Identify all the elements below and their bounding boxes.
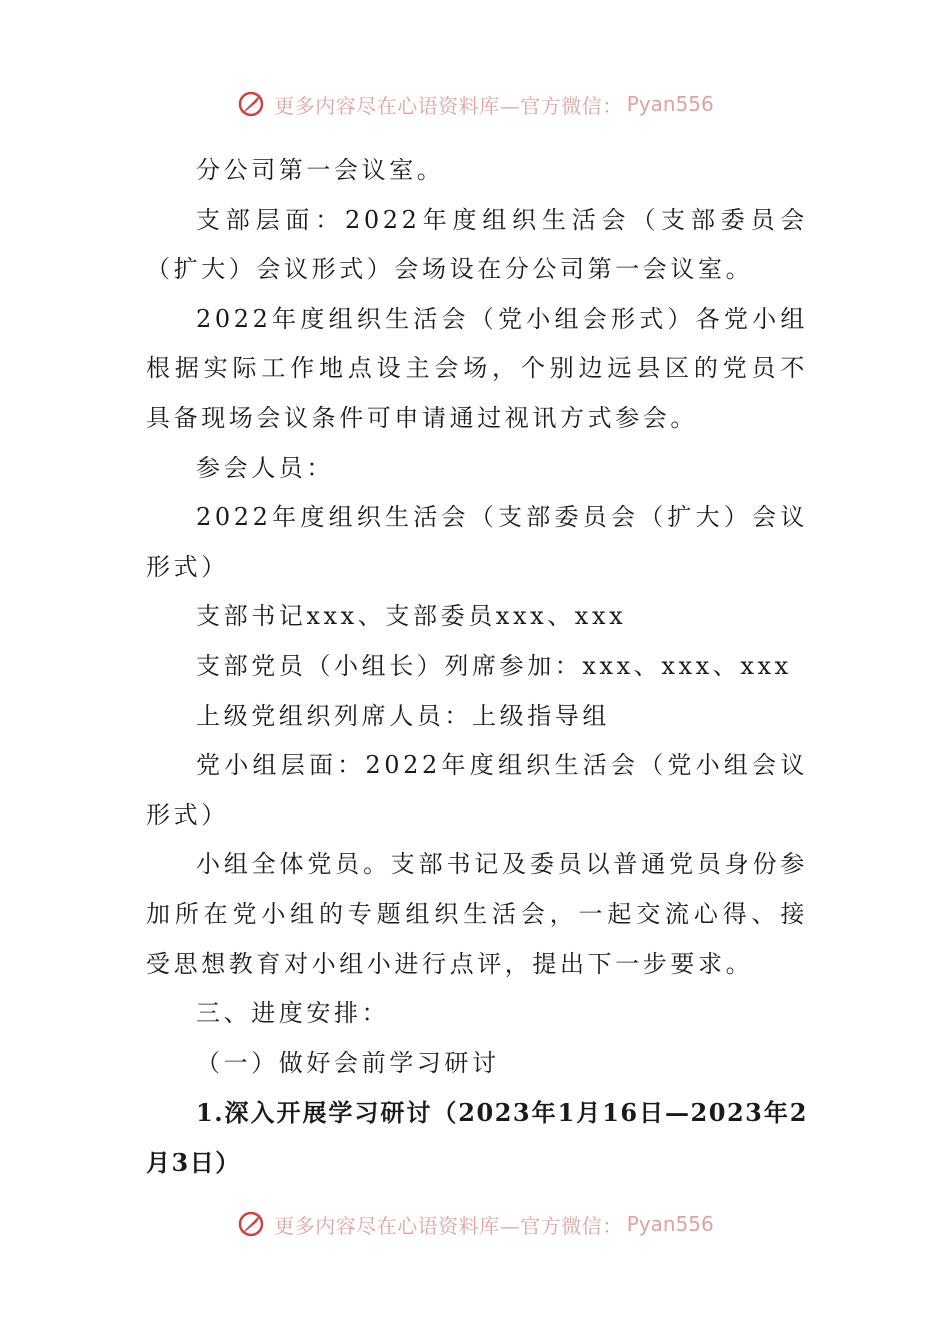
paragraph: 小组全体党员。支部书记及委员以普通党员身份参加所在党小组的专题组织生活会，一起交流心得、接受思想教育对小组小进行点评，提出下一步要求。 xyxy=(146,850,808,978)
quill-logo-icon xyxy=(236,89,266,119)
watermark-header xyxy=(0,84,950,124)
paragraph: 党小组层面：2022年度组织生活会（党小组会议形式） xyxy=(146,751,808,829)
document-body xyxy=(146,146,808,1187)
watermark-footer xyxy=(0,1204,950,1244)
item-heading: 1.深入开展学习研讨（2023年1月16日—2023年2月3日） xyxy=(146,1098,808,1177)
paragraph: 分公司第一会议室。 xyxy=(196,156,445,184)
watermark-text: 更多内容尽在心语资料库—官方微信： xyxy=(274,93,623,118)
paragraph: 上级党组织列席人员：上级指导组 xyxy=(196,701,610,730)
paragraph: 支部书记xxx、支部委员xxx、xxx xyxy=(196,602,627,631)
paragraph: 2022年度组织生活会（支部委员会（扩大）会议形式） xyxy=(146,503,808,581)
paragraph: 2022年度组织生活会（党小组会形式）各党小组根据实际工作地点设主会场，个别边远县区的党员不具备现场会议条件可申请通过视讯方式参会。 xyxy=(146,304,808,432)
paragraph: 支部党员（小组长）列席参加：xxx、xxx、xxx xyxy=(196,651,792,680)
watermark-id: Pyan556 xyxy=(626,1212,714,1236)
quill-logo-icon xyxy=(236,1209,266,1239)
watermark-id: Pyan556 xyxy=(626,92,714,116)
section-heading: 三、进度安排： xyxy=(196,999,390,1028)
paragraph: 支部层面：2022年度组织生活会（支部委员会（扩大）会议形式）会场设在分公司第一会议室。 xyxy=(146,205,808,284)
paragraph: 参会人员： xyxy=(196,453,334,482)
watermark-text: 更多内容尽在心语资料库—官方微信： xyxy=(274,1213,623,1238)
subsection-heading: （一）做好会前学习研讨 xyxy=(196,1048,500,1077)
